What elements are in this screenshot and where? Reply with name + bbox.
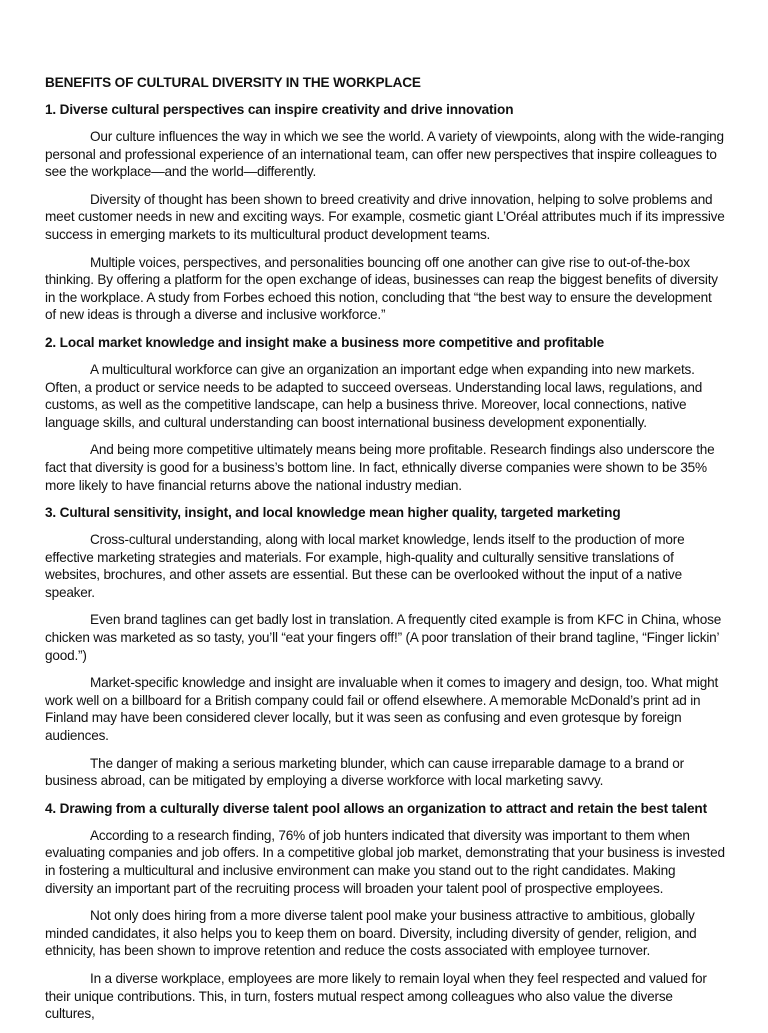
paragraph: And being more competitive ultimately means being more profitable. Research findings also underscore the fact that diversity is good for a business’s bottom line. In fact, ethnically diverse companies were shown to be 35% more likely to have financial returns above the national industry median.: [45, 442, 715, 493]
section-heading: 4. Drawing from a culturally diverse talent pool allows an organization to attract and retain the best talent: [45, 800, 707, 816]
section-4: [45, 800, 725, 1023]
paragraph: The danger of making a serious marketing blunder, which can cause irreparable damage to a brand or business abroad, can be mitigated by employing a diverse workforce with local marketing savvy.: [45, 755, 684, 789]
paragraph: A multicultural workforce can give an organization an important edge when expanding into new markets. Often, a product or service needs to be adapted to succeed overseas. Understanding local laws, regulations, and customs, as well as the competitive landscape, can help a business thrive. Moreover, local connections, native language skills, and cultural understanding can boost international business development exponentially.: [45, 361, 703, 430]
section-3: [45, 504, 725, 790]
section-2: [45, 334, 725, 494]
section-heading: 2. Local market knowledge and insight make a business more competitive and profitable: [45, 334, 605, 350]
paragraph: In a diverse workplace, employees are more likely to remain loyal when they feel respected and valued for their unique contributions. This, in turn, fosters mutual respect among colleagues who also value the diverse cultures,: [45, 970, 707, 1022]
paragraph: Multiple voices, perspectives, and personalities bouncing off one another can give rise to out-of-the-box thinking. By offering a platform for the open exchange of ideas, businesses can reap the biggest benefits of diversity in the workplace. A study from Forbes echoed this notion, concluding that “the best way to ensure the development of new ideas is through a diverse and inclusive workforce.”: [45, 254, 718, 323]
paragraph: Not only does hiring from a more diverse talent pool make your business attractive to ambitious, globally minded candidates, it also helps you to keep them on board. Diversity, including diversity of gender, religion, and ethnicity, has been shown to improve retention and reduce the costs associated with employee turnover.: [45, 908, 697, 959]
paragraph: Diversity of thought has been shown to breed creativity and drive innovation, helping to solve problems and meet customer needs in new and exciting ways. For example, cosmetic giant L’Oréal attributes much if its impressive success in emerging markets to its multicultural product development teams.: [45, 191, 725, 242]
section-heading: 3. Cultural sensitivity, insight, and local knowledge mean higher quality, targeted marketing: [45, 505, 621, 521]
document-page: [45, 74, 725, 1033]
paragraph: Cross-cultural understanding, along with local market knowledge, lends itself to the production of more effective marketing strategies and materials. For example, high-quality and culturally sensitive translations of websites, brochures, and other assets are essential. But these can be overlooked without the input of a native speaker.: [45, 532, 685, 600]
paragraph: Our culture influences the way in which we see the world. A variety of viewpoints, along with the wide-ranging personal and professional experience of an international team, can offer new perspectives that inspire colleagues to see the workplace—and the world—differently.: [45, 129, 724, 180]
section-1: [45, 101, 725, 324]
document-title: BENEFITS OF CULTURAL DIVERSITY IN THE WORKPLACE: [45, 75, 421, 90]
section-heading: 1. Diverse cultural perspectives can inspire creativity and drive innovation: [45, 102, 514, 117]
paragraph: Market-specific knowledge and insight are invaluable when it comes to imagery and design, too. What might work well on a billboard for a British company could fail or offend elsewhere. A memorable McDonald’s print ad in Finland may have been considered clever locally, but it was seen as confusing and even grotesque by foreign audiences.: [45, 675, 719, 744]
paragraph: Even brand taglines can get badly lost in translation. A frequently cited example is from KFC in China, whose chicken was marketed as so tasty, you’ll “eat your fingers off!” (A poor translation of their brand tagline, “Finger lickin’ good.”): [45, 612, 722, 663]
paragraph: According to a research finding, 76% of job hunters indicated that diversity was important to them when evaluating companies and job offers. In a competitive global job market, demonstrating that your business is invested in fostering a multicultural and inclusive environment can make you stand out to the right candidates. Making diversity an important part of the recruiting process will broaden your talent pool of prospective employees.: [45, 827, 725, 896]
